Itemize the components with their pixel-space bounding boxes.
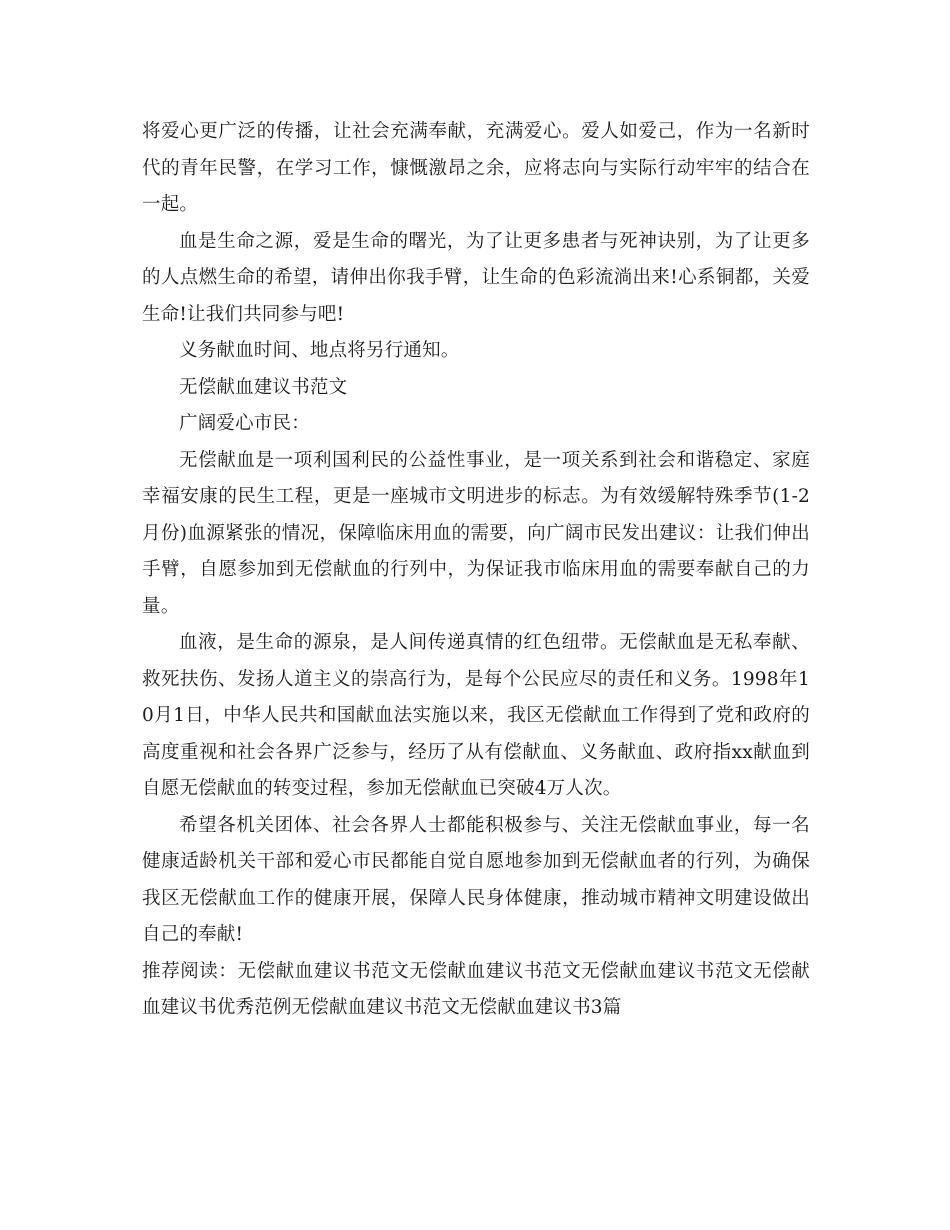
- paragraph-notice: 义务献血时间、地点将另行通知。: [179, 340, 460, 361]
- paragraph-blood-bond: 血液，是生命的源泉，是人间传递真情的红色纽带。无偿献血是无私奉献、救死扶伤、发扬人道主义的崇高行为，是每个公民应尽的责任和义务。1998年10月1日，中华人民共和国献血法实施以来，我区无偿献血工作得到了党和政府的高度重视和社会各界广泛参与，经历了从有偿献血、义务献血、政府指xx献血到自愿无偿献血的转变过程，参加无偿献血已突破4万人次。: [142, 632, 810, 799]
- paragraph-proposal: 无偿献血是一项利国利民的公益性事业，是一项关系到社会和谐稳定、家庭幸福安康的民生工程，更是一座城市文明进步的标志。为有效缓解特殊季节(1-2月份)血源紧张的情况，保障临床用血的需要，向广阔市民发出建议：让我们伸出手臂，自愿参加到无偿献血的行列中，为保证我市临床用血的需要奉献自己的力量。: [142, 449, 810, 617]
- paragraph-intro-continuation: 将爱心更广泛的传播，让社会充满奉献，充满爱心。爱人如爱己，作为一名新时代的青年民警，在学习工作，慷慨激昂之余，应将志向与实际行动牢牢的结合在一起。: [142, 121, 810, 215]
- salutation: 广阔爱心市民：: [179, 413, 310, 434]
- document-body: [142, 114, 810, 1027]
- paragraph-hope: 希望各机关团体、社会各界人士都能积极参与、关注无偿献血事业，每一名健康适龄机关干部和爱心市民都能自觉自愿地参加到无偿献血者的行列，为确保我区无偿献血工作的健康开展，保障人民身体健康，推动城市精神文明建设做出自己的奉献!: [142, 814, 810, 945]
- section-title: 无偿献血建议书范文: [179, 376, 348, 398]
- recommended-reading: 推荐阅读：无偿献血建议书范文无偿献血建议书范文无偿献血建议书范文无偿献血建议书优秀范例无偿献血建议书范文无偿献血建议书3篇: [142, 960, 810, 1018]
- paragraph-blood-source: 血是生命之源，爱是生命的曙光，为了让更多患者与死神诀别，为了让更多的人点燃生命的希望，请伸出你我手臂，让生命的色彩流淌出来!心系铜都，关爱生命!让我们共同参与吧!: [142, 230, 810, 325]
